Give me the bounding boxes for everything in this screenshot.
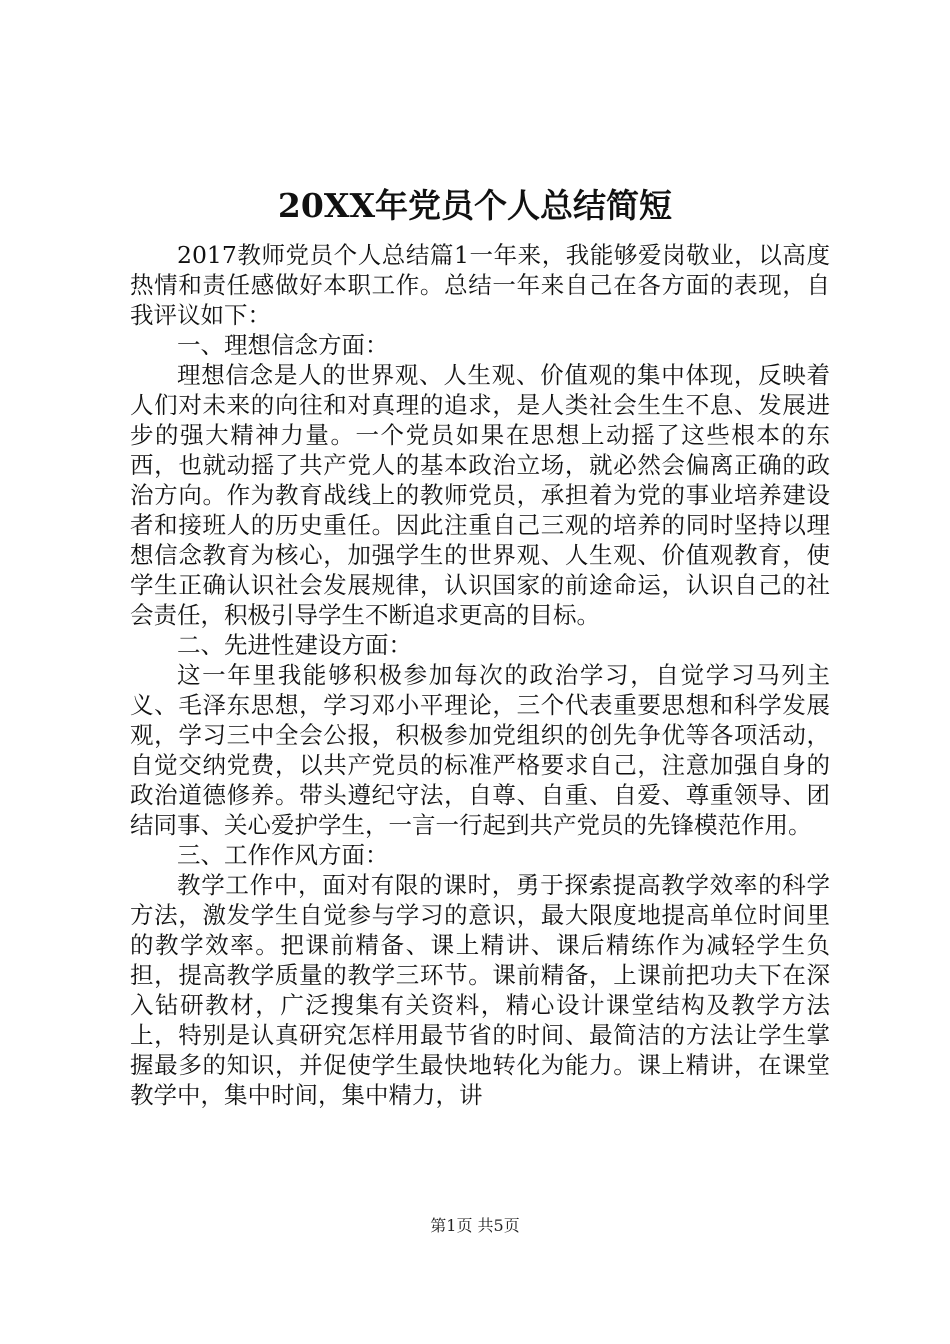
section-heading-work-style: 三、工作作风方面： <box>177 841 389 869</box>
section-heading-ideals: 一、理想信念方面： <box>177 331 389 359</box>
document-title: 20XX年党员个人总结简短 <box>277 186 673 225</box>
document-body <box>130 240 830 1110</box>
page-number-footer: 第1页 共5页 <box>430 1216 520 1235</box>
paragraph-intro: 2017教师党员个人总结篇1一年来，我能够爱岗敬业，以高度热情和责任感做好本职工作。总结一年来自己在各方面的表现，自我评议如下： <box>130 241 830 329</box>
section-heading-advanced: 二、先进性建设方面： <box>177 631 412 659</box>
paragraph-work-style: 教学工作中，面对有限的课时，勇于探索提高教学效率的科学方法，激发学生自觉参与学习的意识，最大限度地提高单位时间里的教学效率。把课前精备、课上精讲、课后精练作为减轻学生负担，提高教学质量的教学三环节。课前精备，上课前把功夫下在深入钻研教材，广泛搜集有关资料，精心设计课堂结构及教学方法上，特别是认真研究怎样用最节省的时间、最简洁的方法让学生掌握最多的知识，并促使学生最快地转化为能力。课上精讲，在课堂教学中，集中时间，集中精力，讲 <box>130 871 830 1109</box>
paragraph-ideals: 理想信念是人的世界观、人生观、价值观的集中体现，反映着人们对未来的向往和对真理的追求，是人类社会生生不息、发展进步的强大精神力量。一个党员如果在思想上动摇了这些根本的东西，也就动摇了共产党人的基本政治立场，就必然会偏离正确的政治方向。作为教育战线上的教师党员，承担着为党的事业培养建设者和接班人的历史重任。因此注重自己三观的培养的同时坚持以理想信念教育为核心，加强学生的世界观、人生观、价值观教育，使学生正确认识社会发展规律，认识国家的前途命运，认识自己的社会责任，积极引导学生不断追求更高的目标。 <box>130 361 830 629</box>
paragraph-advanced: 这一年里我能够积极参加每次的政治学习，自觉学习马列主义、毛泽东思想，学习邓小平理论，三个代表重要思想和科学发展观，学习三中全会公报，积极参加党组织的创先争优等各项活动，自觉交纳党费，以共产党员的标准严格要求自己，注意加强自身的政治道德修养。带头遵纪守法，自尊、自重、自爱、尊重领导、团结同事、关心爱护学生，一言一行起到共产党员的先锋模范作用。 <box>130 661 830 839</box>
